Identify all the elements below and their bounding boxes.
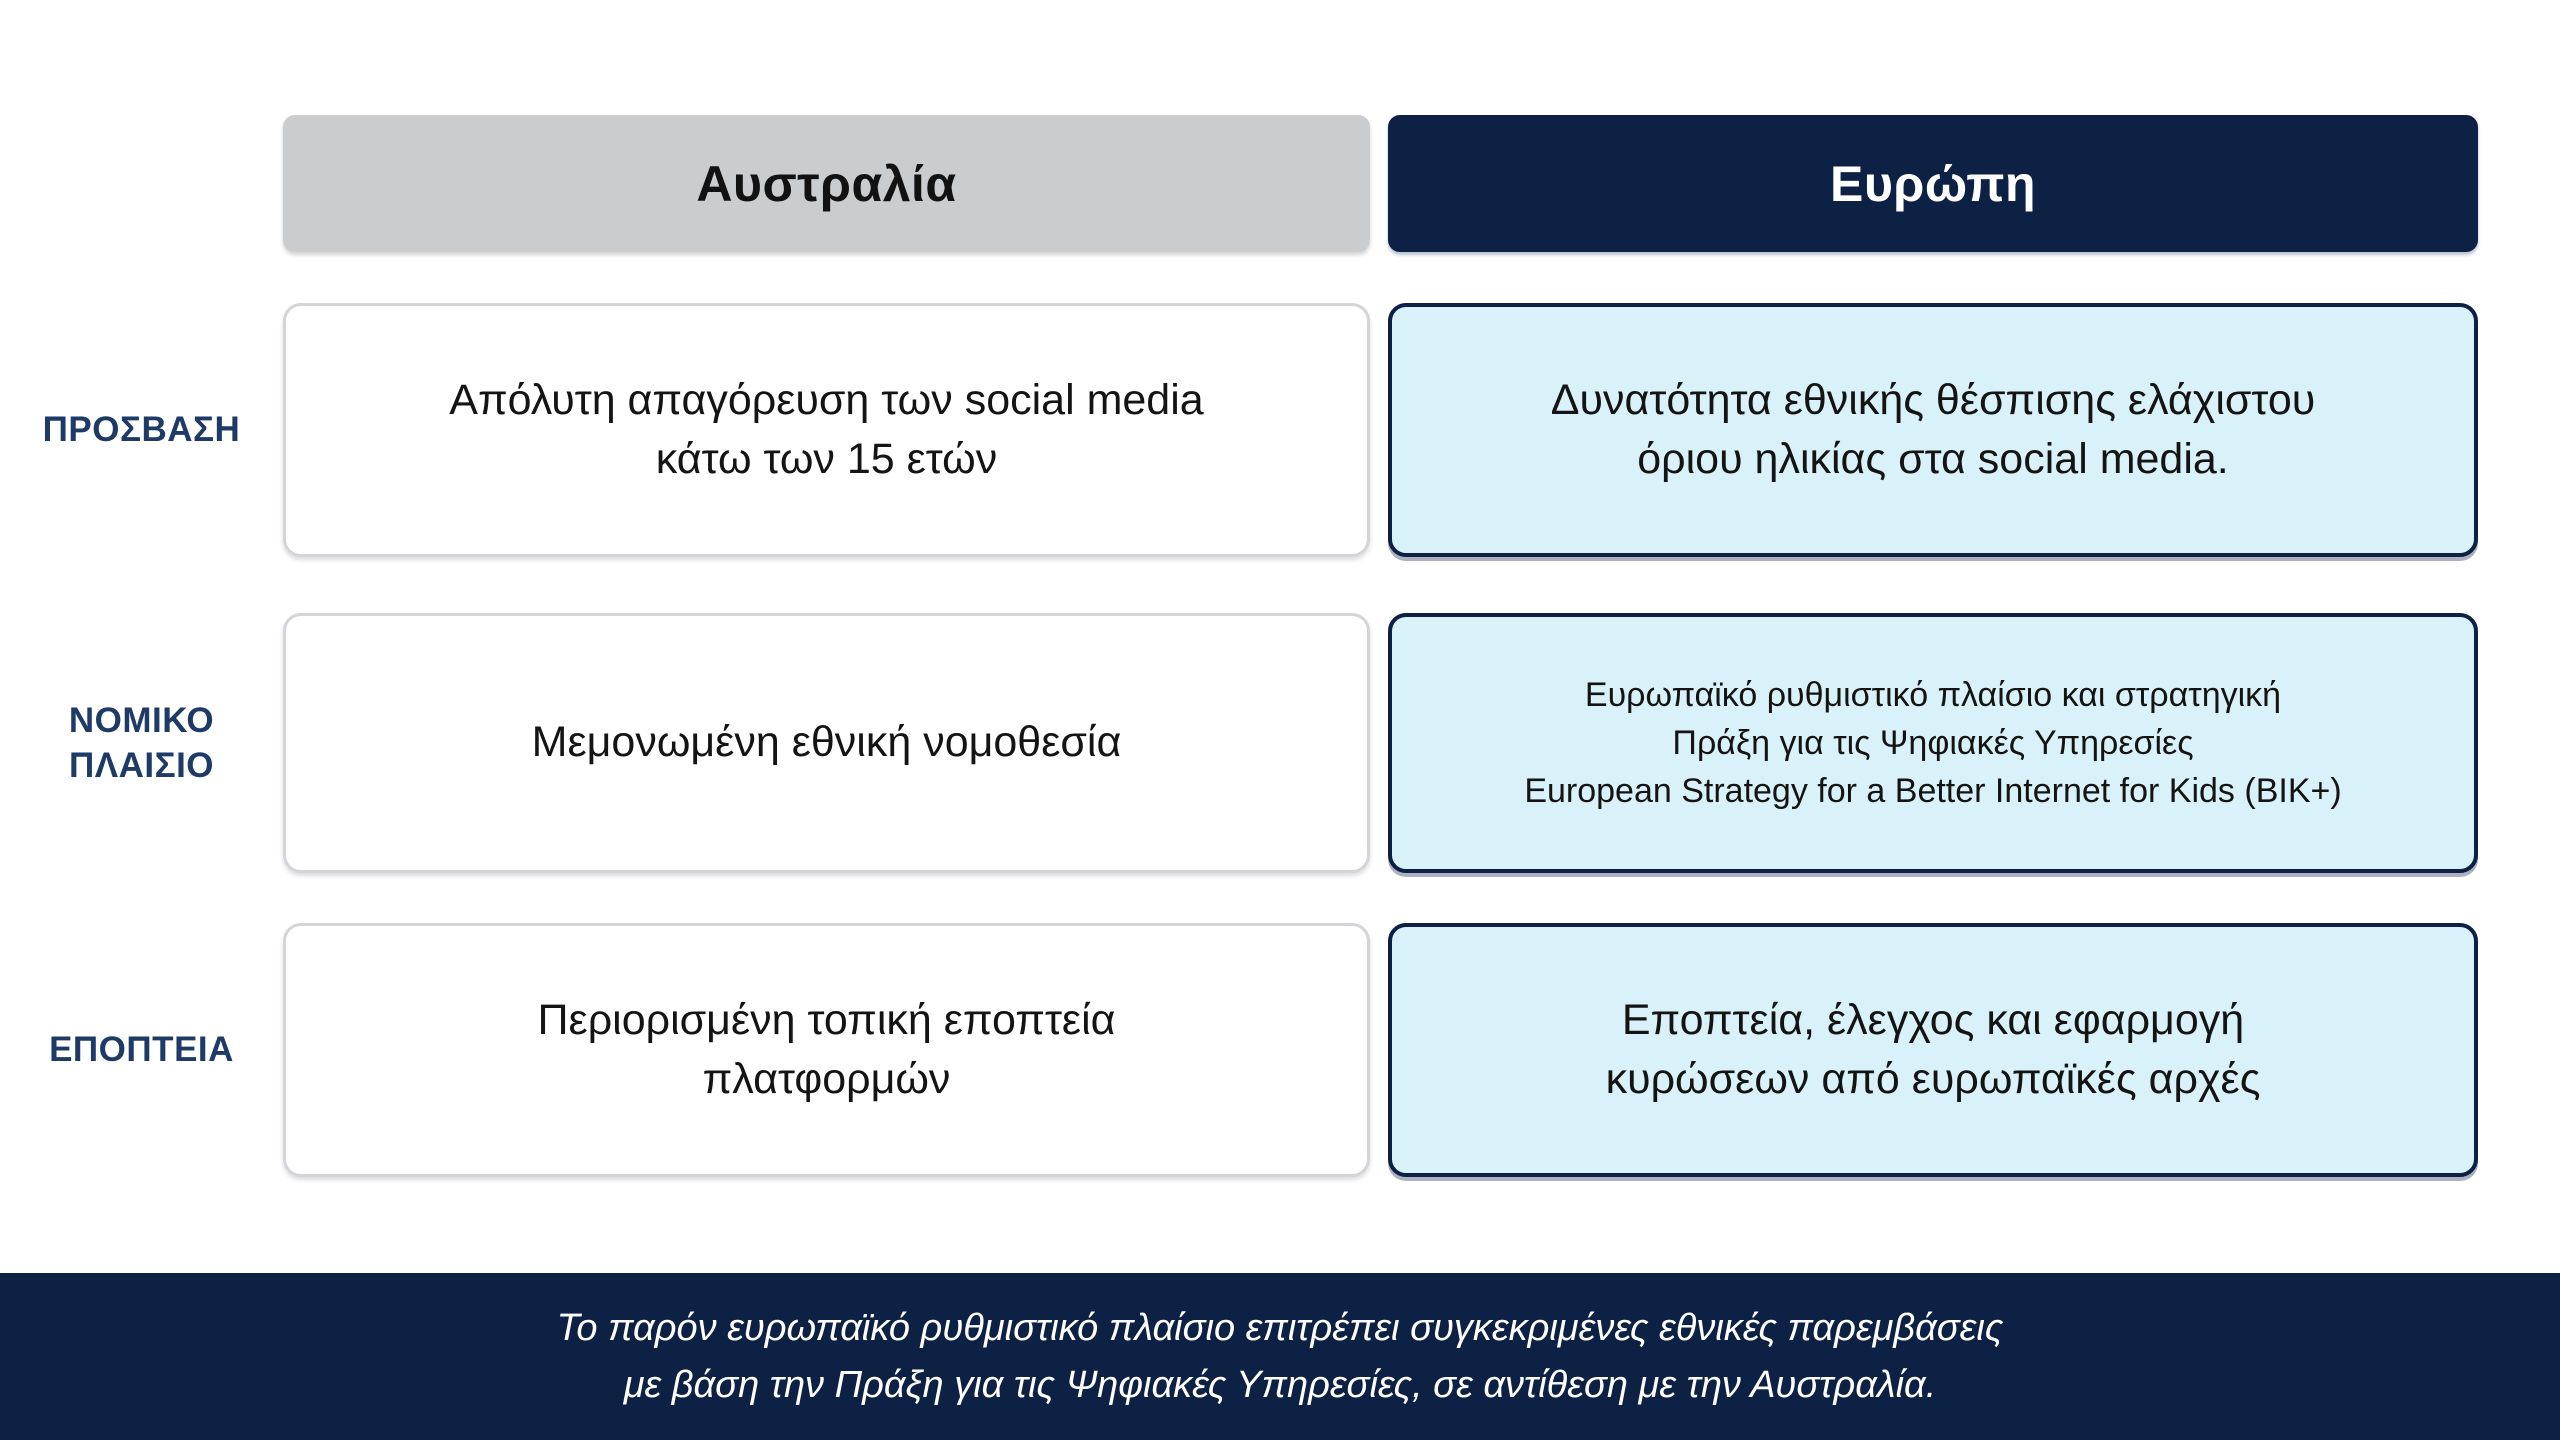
column-header-australia-label: Αυστραλία xyxy=(696,155,957,212)
row-label-access-text: ΠΡΟΣΒΑΣΗ xyxy=(42,410,241,450)
row-label-legal-framework xyxy=(0,613,283,873)
cell-text-line: Μεμονωμένη εθνική νομοθεσία xyxy=(531,718,1122,767)
cell-supervision-australia xyxy=(283,923,1370,1177)
cell-access-europe xyxy=(1388,303,2478,557)
footer-note xyxy=(0,1273,2560,1440)
cell-text-line: Περιορισμένη τοπική εποπτεία xyxy=(537,995,1116,1044)
row-label-legal-framework-text: ΝΟΜΙΚΟ ΠΛΑΙΣΙΟ xyxy=(68,700,215,785)
column-header-europe-label: Ευρώπη xyxy=(1829,155,2037,212)
column-header-australia xyxy=(283,115,1370,252)
cell-supervision-europe xyxy=(1388,923,2478,1177)
cell-legal-europe xyxy=(1388,613,2478,873)
cell-legal-australia xyxy=(283,613,1370,873)
cell-text-line: Πράξη για τις Ψηφιακές Υπηρεσίες xyxy=(1672,723,2194,762)
column-header-europe xyxy=(1388,115,2478,252)
cell-text-line: όριου ηλικίας στα social media. xyxy=(1637,435,2229,483)
cell-text-line: European Strategy for a Better Internet for Kids (BIK+) xyxy=(1524,772,2342,811)
row-label-supervision-text: ΕΠΟΠΤΕΙΑ xyxy=(49,1030,234,1070)
cell-access-australia xyxy=(283,303,1370,557)
cell-text-line: Δυνατότητα εθνικής θέσπισης ελάχιστου xyxy=(1550,375,2316,424)
cell-text-line: Ευρωπαϊκό ρυθμιστικό πλαίσιο και στρατηγική xyxy=(1584,675,2282,714)
cell-text-line: κυρώσεων από ευρωπαϊκές αρχές xyxy=(1605,1055,2261,1103)
cell-text-line: Εποπτεία, έλεγχος και εφαρμογή xyxy=(1621,995,2245,1044)
cell-text-line: πλατφορμών xyxy=(702,1055,951,1103)
cell-text-line: κάτω των 15 ετών xyxy=(655,435,998,483)
footer-note-line: με βάση την Πράξη για τις Ψηφιακές Υπηρεσίες, σε αντίθεση με την Αυστραλία. xyxy=(623,1363,1937,1406)
row-label-supervision xyxy=(0,923,283,1177)
footer-note-line: Το παρόν ευρωπαϊκό ρυθμιστικό πλαίσιο επιτρέπει συγκεκριμένες εθνικές παρεμβάσεις xyxy=(556,1306,2004,1349)
row-label-access xyxy=(0,303,283,557)
cell-text-line: Απόλυτη απαγόρευση των social media xyxy=(449,375,1204,424)
